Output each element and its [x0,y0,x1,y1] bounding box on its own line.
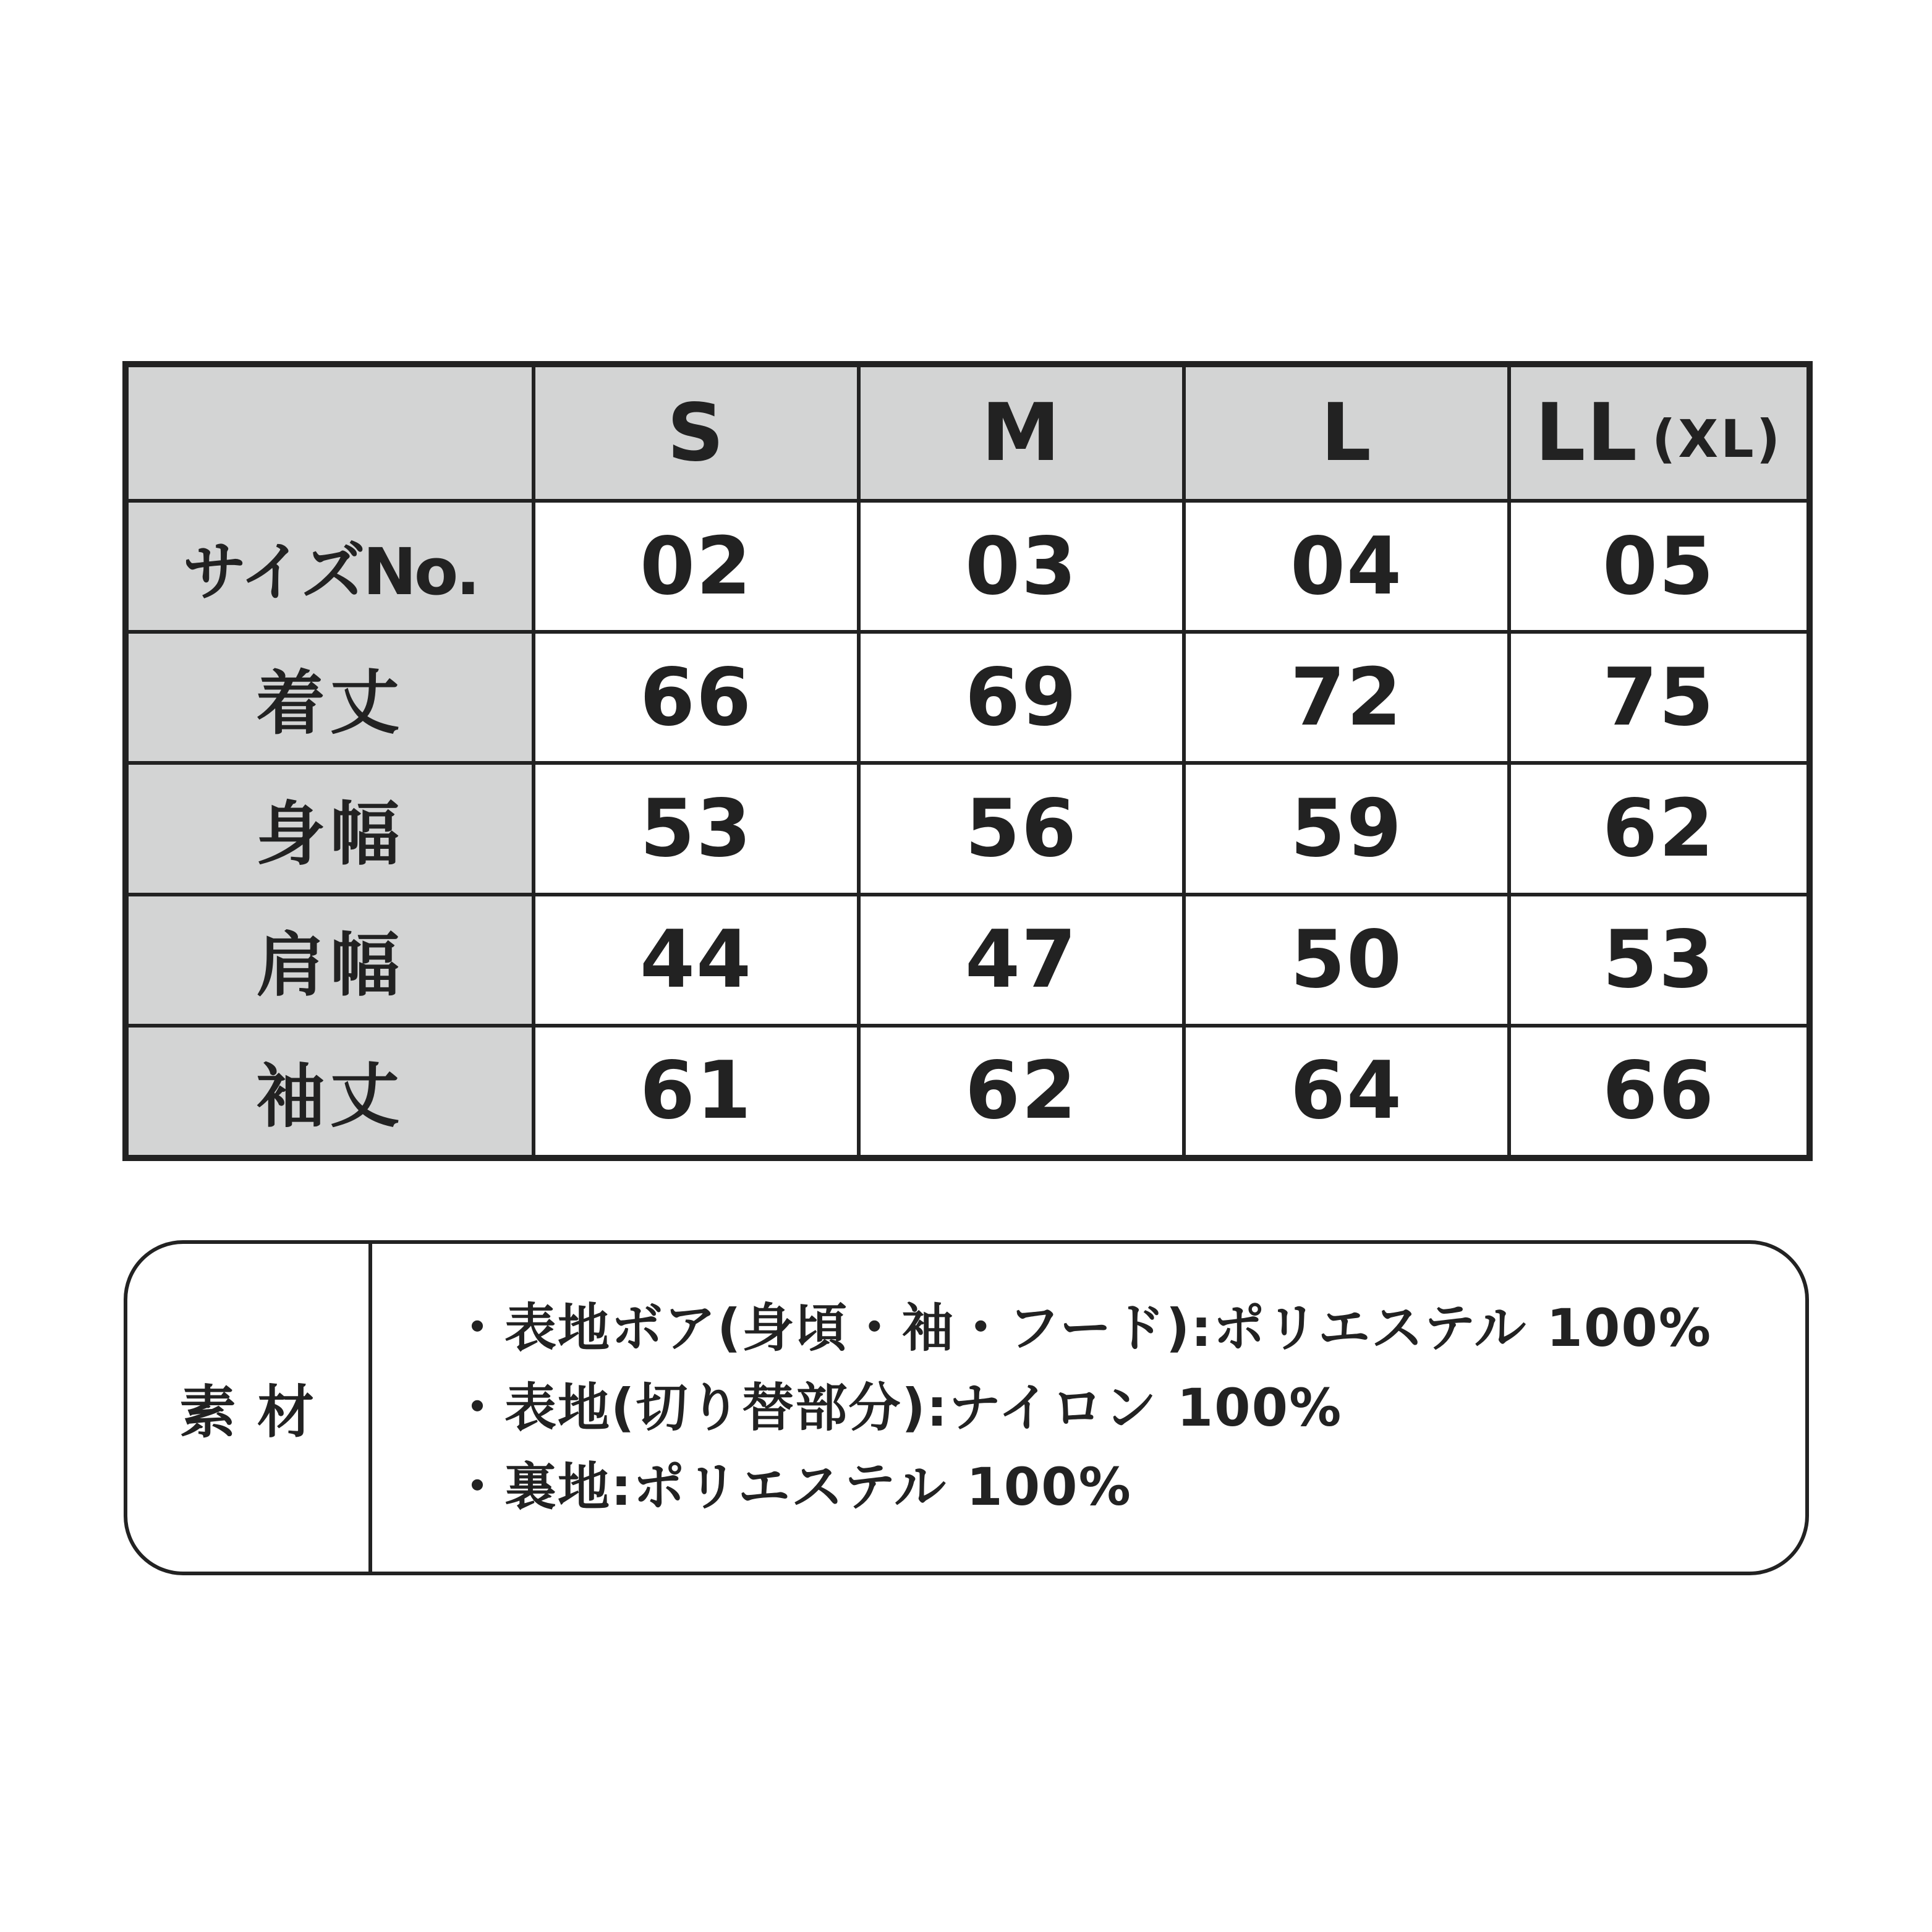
cell-size-no-ll: 05 [1511,503,1806,630]
cell-sleeve-length-s: 61 [535,1028,857,1155]
cell-length-s: 66 [535,634,857,761]
cell-shoulder-width-l: 50 [1186,896,1507,1024]
cell-body-width-ll: 62 [1511,765,1806,892]
material-list [372,1244,1805,1572]
header-size-ll-suffix: (XL) [1652,408,1783,469]
cell-sleeve-length-ll: 66 [1511,1028,1806,1155]
cell-shoulder-width-s: 44 [535,896,857,1024]
header-size-ll [1511,367,1806,499]
header-size-l: L [1186,367,1507,499]
cell-shoulder-width-m: 47 [861,896,1182,1024]
header-size-s: S [535,367,857,499]
cell-body-width-s: 53 [535,765,857,892]
header-empty-cell [129,367,532,499]
material-label: 素材 [127,1244,372,1572]
row-label-shoulder-width: 肩幅 [129,896,532,1024]
cell-length-l: 72 [1186,634,1507,761]
cell-body-width-m: 56 [861,765,1182,892]
material-item-lining: ・裏地:ポリエステル 100% [451,1457,1132,1518]
row-label-body-width: 身幅 [129,765,532,892]
cell-length-ll: 75 [1511,634,1806,761]
cell-size-no-s: 02 [535,503,857,630]
row-label-size-no: サイズNo. [129,503,532,630]
material-box [124,1240,1809,1575]
cell-sleeve-length-m: 62 [861,1028,1182,1155]
material-item-outer-boa: ・表地ボア(身頃・袖・フード):ポリエステル 100% [451,1297,1713,1358]
cell-size-no-m: 03 [861,503,1182,630]
row-label-length: 着丈 [129,634,532,761]
row-label-sleeve-length: 袖丈 [129,1028,532,1155]
material-item-outer-switch: ・表地(切り替部分):ナイロン 100% [451,1377,1343,1438]
cell-body-width-l: 59 [1186,765,1507,892]
cell-size-no-l: 04 [1186,503,1507,630]
size-table [122,361,1813,1161]
cell-length-m: 69 [861,634,1182,761]
cell-shoulder-width-ll: 53 [1511,896,1806,1024]
cell-sleeve-length-l: 64 [1186,1028,1507,1155]
header-size-m: M [861,367,1182,499]
header-size-ll-label: LL [1534,387,1639,479]
